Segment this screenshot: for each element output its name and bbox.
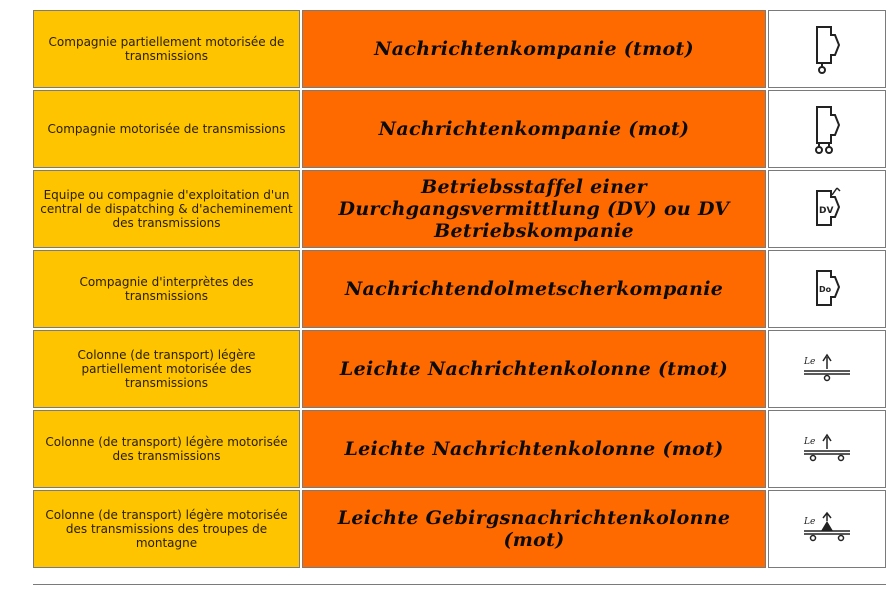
unit-symbol-dolmetscher-icon — [768, 250, 886, 328]
table-row — [33, 490, 886, 568]
unit-symbol-tmot-icon — [768, 10, 886, 88]
symbol-label: Le — [804, 437, 816, 447]
table-row — [33, 170, 886, 248]
german-designation: Leichte Nachrichtenkolonne (tmot) — [302, 330, 766, 408]
german-designation: Nachrichtenkompanie (mot) — [302, 90, 766, 168]
symbol-label: Le — [804, 517, 816, 527]
french-description: Colonne (de transport) légère motorisée des transmissions — [33, 410, 300, 488]
signal-units-table — [33, 10, 886, 570]
table-row — [33, 330, 886, 408]
symbol-label: Do — [819, 285, 832, 294]
german-designation: Betriebsstaffel einer Durchgangsvermittlung (DV) ou DV Betriebskompanie — [302, 170, 766, 248]
unit-symbol-mot-icon — [768, 90, 886, 168]
french-description: Colonne (de transport) légère partiellement motorisée des transmissions — [33, 330, 300, 408]
german-designation: Nachrichtendolmetscherkompanie — [302, 250, 766, 328]
french-description: Compagnie d'interprètes des transmissions — [33, 250, 300, 328]
table-row — [33, 90, 886, 168]
german-designation: Leichte Nachrichtenkolonne (mot) — [302, 410, 766, 488]
french-description: Equipe ou compagnie d'exploitation d'un central de dispatching & d'acheminement des transmissions — [33, 170, 300, 248]
table-row — [33, 250, 886, 328]
german-designation: Nachrichtenkompanie (tmot) — [302, 10, 766, 88]
unit-symbol-dv-icon — [768, 170, 886, 248]
column-symbol-mountain-icon — [768, 490, 886, 568]
column-symbol-mot-icon — [768, 410, 886, 488]
french-description: Colonne (de transport) légère motorisée des transmissions des troupes de montagne — [33, 490, 300, 568]
table-bottom-border — [33, 584, 886, 585]
symbol-label: DV — [819, 206, 834, 216]
german-designation: Leichte Gebirgsnachrichtenkolonne (mot) — [302, 490, 766, 568]
column-symbol-tmot-icon — [768, 330, 886, 408]
symbol-label: Le — [804, 357, 816, 367]
french-description: Compagnie motorisée de transmissions — [33, 90, 300, 168]
table-row — [33, 410, 886, 488]
table-row — [33, 10, 886, 88]
french-description: Compagnie partiellement motorisée de transmissions — [33, 10, 300, 88]
